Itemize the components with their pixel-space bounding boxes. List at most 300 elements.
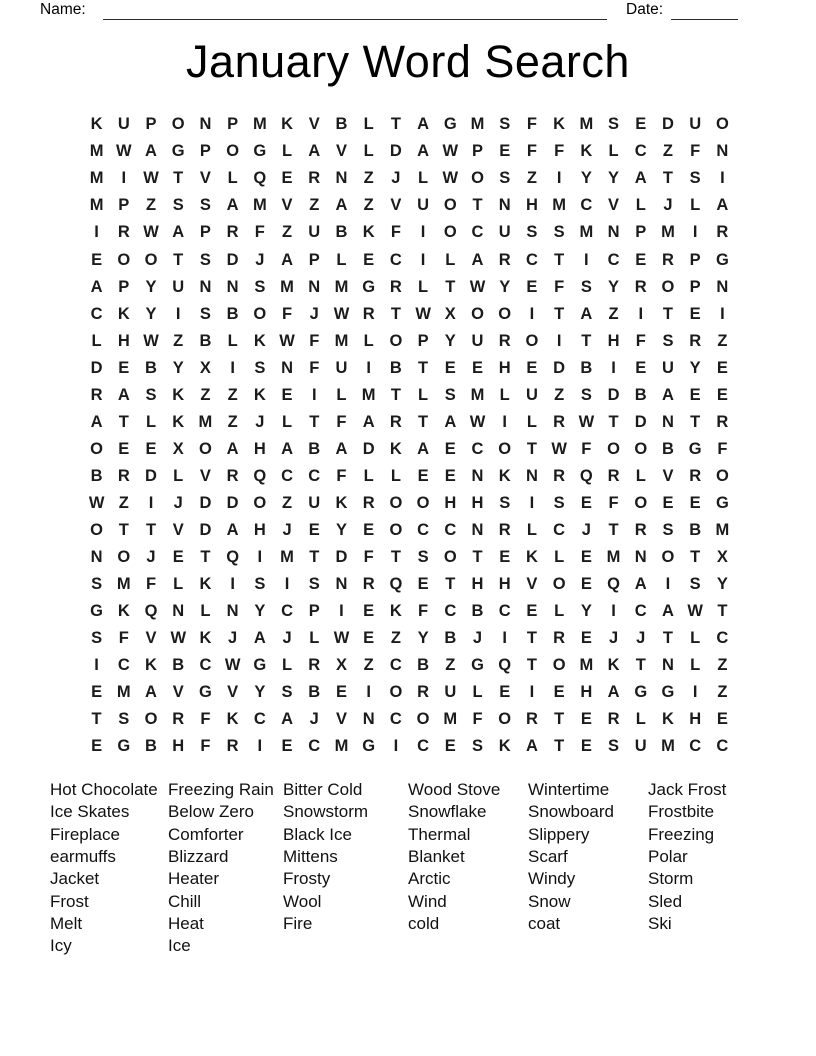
grid-letter: Y <box>716 575 728 594</box>
grid-letter: G <box>715 493 729 512</box>
grid-letter: A <box>634 575 647 594</box>
grid-letter: Z <box>363 169 374 188</box>
grid-letter: I <box>257 548 263 567</box>
grid-letter: O <box>443 196 457 215</box>
grid-letter: Y <box>580 602 592 621</box>
grid-letter: N <box>362 710 375 729</box>
grid-letter: Q <box>144 602 158 621</box>
grid-letter: T <box>173 250 184 269</box>
grid-letter: R <box>716 223 729 242</box>
grid-letter: Z <box>173 331 184 350</box>
grid-letter: U <box>525 385 538 404</box>
grid-letter: A <box>90 277 103 296</box>
grid-letter: D <box>335 548 348 567</box>
grid-letter: E <box>172 548 184 567</box>
grid-letter: C <box>498 602 511 621</box>
grid-letter: R <box>689 331 702 350</box>
grid-letter: M <box>252 196 267 215</box>
grid-letter: M <box>89 142 104 161</box>
grid-letter: S <box>553 223 565 242</box>
grid-letter: P <box>308 250 320 269</box>
word-item: Bitter Cold <box>283 780 363 799</box>
grid-letter: U <box>662 358 674 377</box>
grid-letter: Y <box>608 277 620 296</box>
grid-letter: U <box>335 358 348 377</box>
grid-letter: X <box>716 548 728 567</box>
word-item: Ski <box>648 914 672 934</box>
grid-letter: M <box>89 196 104 215</box>
word-item: Snow <box>528 891 571 911</box>
word-item: Fire <box>283 914 313 934</box>
grid-letter: N <box>471 520 484 539</box>
grid-letter: I <box>94 656 99 675</box>
grid-letter: U <box>172 277 185 296</box>
grid-letter: R <box>417 683 430 702</box>
grid-letter: S <box>689 169 701 188</box>
grid-letter: O <box>389 493 403 512</box>
grid-letter: T <box>390 548 401 567</box>
grid-letter: W <box>415 304 431 323</box>
grid-letter: T <box>418 412 429 431</box>
grid-letter: T <box>554 250 565 269</box>
grid-letter: E <box>580 737 592 756</box>
grid-letter: R <box>498 250 511 269</box>
grid-letter: R <box>226 223 239 242</box>
grid-letter: C <box>471 223 484 242</box>
grid-letter: T <box>445 575 456 594</box>
grid-letter: W <box>224 656 241 675</box>
grid-letter: O <box>634 493 648 512</box>
grid-letter: C <box>689 737 702 756</box>
grid-letter: N <box>634 548 647 567</box>
grid-letter: R <box>498 520 511 539</box>
grid-letter: C <box>444 602 457 621</box>
grid-letter: S <box>499 169 511 188</box>
grid-letter: Q <box>253 466 267 485</box>
grid-letter: O <box>471 304 484 323</box>
grid-letter: K <box>607 656 620 675</box>
grid-letter: O <box>253 304 267 323</box>
grid-letter: P <box>417 331 429 350</box>
grid-letter: O <box>471 169 484 188</box>
word-item: Jacket <box>50 869 100 889</box>
grid-letter: N <box>525 466 538 485</box>
grid-letter: L <box>390 466 401 485</box>
grid-letter: W <box>578 412 595 431</box>
grid-letter: Y <box>417 629 429 648</box>
grid-letter: M <box>661 223 675 242</box>
grid-letter: K <box>253 385 266 404</box>
grid-letter: C <box>199 656 212 675</box>
grid-letter: A <box>281 250 294 269</box>
grid-letter: A <box>444 412 457 431</box>
grid-letter: O <box>715 115 729 134</box>
grid-letter: G <box>634 683 648 702</box>
grid-letter: O <box>607 439 620 458</box>
grid-letter: B <box>444 629 457 648</box>
grid-letter: C <box>471 439 484 458</box>
grid-letter: J <box>472 629 483 648</box>
grid-letter: M <box>361 385 376 404</box>
grid-letter: T <box>118 520 129 539</box>
grid-letter: O <box>389 331 403 350</box>
word-item: Freezing <box>648 824 715 844</box>
grid-letter: T <box>554 710 565 729</box>
grid-letter: L <box>200 602 211 621</box>
word-item: Windy <box>528 869 576 889</box>
grid-letter: D <box>145 466 157 485</box>
grid-letter: A <box>172 223 185 242</box>
grid-letter: K <box>525 548 538 567</box>
grid-letter: C <box>308 737 321 756</box>
grid-letter: Z <box>662 142 674 161</box>
grid-letter: C <box>607 250 620 269</box>
grid-letter: M <box>579 656 594 675</box>
grid-letter: L <box>690 629 701 648</box>
grid-letter: N <box>335 575 348 594</box>
grid-letter: R <box>117 223 130 242</box>
grid-letter: O <box>416 710 430 729</box>
grid-letter: O <box>90 520 104 539</box>
grid-letter: E <box>417 466 429 485</box>
grid-letter: L <box>336 385 347 404</box>
grid-letter: O <box>389 683 403 702</box>
word-item: Frostbite <box>648 802 715 822</box>
grid-letter: N <box>498 196 511 215</box>
grid-letter: T <box>608 520 619 539</box>
grid-letter: E <box>635 358 647 377</box>
grid-letter: W <box>442 142 459 161</box>
grid-letter: T <box>309 548 320 567</box>
grid-letter: N <box>281 358 294 377</box>
grid-letter: U <box>444 683 457 702</box>
grid-letter: A <box>417 439 430 458</box>
grid-letter: H <box>253 439 266 458</box>
grid-letter: E <box>335 683 347 702</box>
grid-letter: R <box>117 466 130 485</box>
word-item: Ice <box>168 936 191 956</box>
grid-letter: J <box>255 250 265 269</box>
word-item: coat <box>528 914 561 934</box>
grid-letter: C <box>308 466 321 485</box>
grid-letter: Y <box>145 304 157 323</box>
grid-letter: M <box>606 548 621 567</box>
grid-letter: I <box>230 575 235 594</box>
word-item: Heat <box>168 914 204 934</box>
grid-letter: E <box>689 493 701 512</box>
grid-letter: R <box>716 412 729 431</box>
grid-letter: X <box>444 304 456 323</box>
grid-letter: W <box>687 602 703 621</box>
grid-letter: O <box>498 439 512 458</box>
grid-letter: M <box>198 412 213 431</box>
grid-letter: H <box>498 575 511 594</box>
grid-letter: J <box>391 169 401 188</box>
grid-letter: F <box>690 142 701 161</box>
grid-letter: W <box>143 331 159 350</box>
grid-letter: G <box>443 115 457 134</box>
grid-letter: W <box>170 629 187 648</box>
grid-letter: S <box>472 737 484 756</box>
grid-letter: B <box>199 331 212 350</box>
grid-letter: R <box>634 277 647 296</box>
grid-letter: S <box>199 250 211 269</box>
grid-letter: E <box>472 358 484 377</box>
grid-letter: P <box>689 277 701 296</box>
grid-letter: I <box>94 223 99 242</box>
grid-letter: I <box>175 304 181 323</box>
grid-letter: K <box>335 493 348 512</box>
word-list-column <box>648 779 726 935</box>
grid-letter: W <box>551 439 567 458</box>
grid-letter: D <box>662 115 674 134</box>
word-item: Jack Frost <box>648 780 727 799</box>
grid-letter: J <box>173 493 183 512</box>
grid-letter: R <box>308 656 321 675</box>
grid-letter: L <box>363 115 374 134</box>
grid-letter: A <box>145 683 157 702</box>
grid-letter: L <box>145 412 157 431</box>
grid-letter: O <box>117 548 131 567</box>
grid-letter: Y <box>444 331 456 350</box>
grid-letter: B <box>471 602 484 621</box>
grid-letter: R <box>226 466 239 485</box>
grid-letter: E <box>444 466 456 485</box>
grid-letter: A <box>335 196 348 215</box>
grid-letter: E <box>281 737 293 756</box>
name-blank-line[interactable] <box>103 2 607 20</box>
grid-letter: E <box>499 683 511 702</box>
grid-letter: G <box>199 683 212 702</box>
grid-letter: L <box>635 196 646 215</box>
word-item: Wool <box>283 891 322 911</box>
grid-letter: O <box>634 439 648 458</box>
grid-letter: A <box>471 250 484 269</box>
grid-letter: Q <box>226 548 240 567</box>
grid-letter: I <box>257 737 263 756</box>
grid-letter: O <box>226 142 240 161</box>
grid-letter: T <box>581 331 592 350</box>
grid-letter: H <box>444 493 457 512</box>
grid-letter: B <box>689 520 702 539</box>
grid-letter: U <box>634 737 647 756</box>
grid-letter: R <box>498 331 511 350</box>
grid-letter: E <box>689 385 701 404</box>
grid-letter: A <box>634 169 647 188</box>
grid-letter: T <box>390 385 401 404</box>
grid-letter: J <box>282 520 292 539</box>
grid-letter: Y <box>608 169 620 188</box>
grid-letter: O <box>661 548 675 567</box>
grid-letter: J <box>309 710 319 729</box>
grid-letter: X <box>172 439 184 458</box>
grid-letter: S <box>199 196 211 215</box>
grid-letter: K <box>172 412 185 431</box>
grid-letter: L <box>282 412 293 431</box>
grid-letter: U <box>498 223 511 242</box>
grid-letter: A <box>90 412 103 431</box>
grid-letter: C <box>281 466 294 485</box>
grid-letter: M <box>252 115 267 134</box>
grid-letter: F <box>145 575 157 594</box>
grid-letter: T <box>690 412 701 431</box>
word-item: earmuffs <box>50 847 116 867</box>
grid-letter: Z <box>608 304 619 323</box>
word-list-column <box>50 779 158 958</box>
grid-letter: U <box>417 196 430 215</box>
grid-letter: R <box>607 710 620 729</box>
grid-letter: O <box>443 223 457 242</box>
word-item: Black Ice <box>283 824 352 844</box>
grid-letter: T <box>526 656 537 675</box>
grid-letter: Z <box>227 385 238 404</box>
grid-letter: M <box>470 385 485 404</box>
grid-letter: O <box>199 439 212 458</box>
grid-letter: S <box>172 196 184 215</box>
grid-letter: O <box>498 304 512 323</box>
grid-letter: O <box>552 656 566 675</box>
grid-letter: N <box>308 277 321 296</box>
grid-letter: E <box>499 548 511 567</box>
grid-letter: H <box>525 196 538 215</box>
date-blank-line[interactable] <box>671 2 738 20</box>
grid-letter: Z <box>200 385 211 404</box>
grid-letter: S <box>580 385 592 404</box>
grid-letter: V <box>335 710 347 729</box>
grid-letter: M <box>443 710 458 729</box>
grid-letter: U <box>471 331 484 350</box>
grid-letter: T <box>662 629 674 648</box>
grid-letter: F <box>526 142 537 161</box>
grid-letter: G <box>362 737 376 756</box>
grid-letter: S <box>118 710 130 729</box>
grid-letter: Z <box>282 493 293 512</box>
grid-letter: E <box>91 683 103 702</box>
word-item: Slippery <box>528 824 590 844</box>
grid-letter: E <box>580 629 592 648</box>
grid-letter: J <box>228 629 238 648</box>
grid-letter: Y <box>254 683 266 702</box>
grid-letter: I <box>121 169 127 188</box>
grid-letter: Y <box>172 358 184 377</box>
page-title: January Word Search <box>186 36 630 87</box>
grid-letter: A <box>716 196 729 215</box>
grid-letter: E <box>118 358 130 377</box>
grid-letter: E <box>580 710 592 729</box>
grid-letter: E <box>526 602 538 621</box>
grid-letter: A <box>226 439 239 458</box>
word-item: Arctic <box>408 869 451 889</box>
grid-letter: W <box>279 331 295 350</box>
grid-letter: J <box>636 629 646 648</box>
word-item: Ice Skates <box>50 802 130 822</box>
grid-letter: L <box>635 710 646 729</box>
grid-letter: L <box>418 277 429 296</box>
grid-letter: K <box>253 331 266 350</box>
grid-letter: I <box>638 304 644 323</box>
grid-letter: N <box>226 277 239 296</box>
grid-letter: F <box>418 602 429 621</box>
word-item: Snowboard <box>528 802 615 822</box>
grid-letter: N <box>716 142 729 161</box>
grid-letter: Q <box>498 656 512 675</box>
grid-letter: F <box>336 466 347 485</box>
grid-letter: T <box>472 548 483 567</box>
grid-letter: Z <box>526 169 537 188</box>
grid-letter: I <box>311 385 317 404</box>
word-item: Heater <box>168 869 220 889</box>
grid-letter: I <box>692 223 698 242</box>
grid-letter: L <box>526 412 537 431</box>
grid-letter: O <box>443 548 457 567</box>
grid-letter: V <box>390 196 402 215</box>
grid-letter: R <box>634 520 647 539</box>
grid-letter: S <box>689 575 701 594</box>
grid-letter: B <box>145 737 157 756</box>
grid-letter: H <box>498 358 511 377</box>
grid-letter: Y <box>145 277 157 296</box>
grid-letter: J <box>608 629 619 648</box>
grid-letter: B <box>145 358 157 377</box>
grid-letter: L <box>282 656 293 675</box>
grid-letter: O <box>171 115 185 134</box>
grid-letter: E <box>363 629 375 648</box>
grid-letter: I <box>529 493 535 512</box>
grid-letter: F <box>200 737 211 756</box>
grid-letter: A <box>580 304 593 323</box>
grid-letter: H <box>607 331 620 350</box>
grid-letter: T <box>717 602 728 621</box>
grid-letter: J <box>663 196 673 215</box>
grid-letter: L <box>526 520 537 539</box>
grid-letter: R <box>553 412 566 431</box>
grid-letter: M <box>470 115 485 134</box>
grid-letter: T <box>445 277 456 296</box>
grid-letter: T <box>554 304 565 323</box>
grid-letter: N <box>662 656 674 675</box>
grid-letter: P <box>472 142 484 161</box>
word-list-column <box>528 779 614 935</box>
grid-letter: C <box>117 656 130 675</box>
grid-letter: K <box>281 115 294 134</box>
grid-letter: M <box>334 277 349 296</box>
grid-letter: A <box>226 196 239 215</box>
grid-letter: O <box>253 493 267 512</box>
word-item: Freezing Rain <box>168 780 274 799</box>
grid-letter: O <box>389 520 403 539</box>
grid-letter: B <box>335 115 348 134</box>
grid-letter: E <box>145 439 157 458</box>
grid-letter: J <box>146 548 156 567</box>
grid-letter: I <box>420 223 426 242</box>
grid-letter: N <box>335 169 348 188</box>
grid-letter: R <box>362 493 375 512</box>
grid-letter: N <box>716 277 729 296</box>
grid-letter: T <box>608 412 619 431</box>
grid-letter: E <box>308 520 320 539</box>
grid-letter: Y <box>254 602 266 621</box>
grid-letter: C <box>389 710 402 729</box>
grid-letter: C <box>90 304 103 323</box>
grid-letter: A <box>253 629 266 648</box>
grid-letter: I <box>284 575 290 594</box>
grid-letter: R <box>389 277 402 296</box>
grid-letter: Y <box>335 520 347 539</box>
grid-letter: D <box>362 439 375 458</box>
grid-letter: S <box>499 493 511 512</box>
word-item: Wind <box>408 891 447 911</box>
grid-letter: A <box>607 683 620 702</box>
